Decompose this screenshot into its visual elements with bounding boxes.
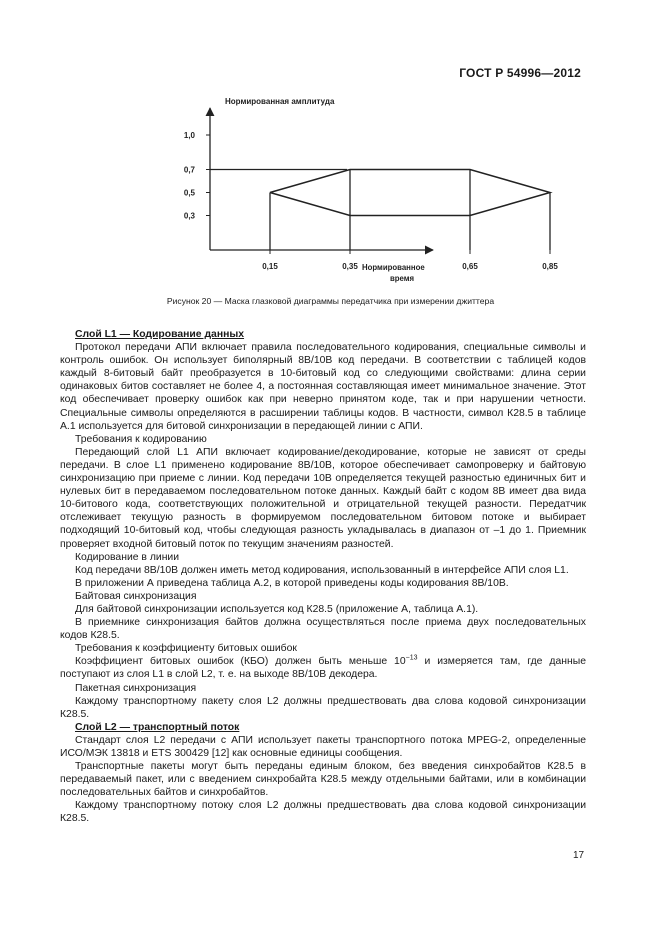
paragraph: В приложении А приведена таблица А.2, в которой приведены коды кодирования 8В/10В. — [75, 577, 509, 589]
x-axis-label-line1: Нормированное — [362, 263, 425, 272]
y-tick-label: 0,7 — [183, 165, 195, 175]
section-heading-l1: Слой L1 — Кодирование данных — [75, 329, 245, 340]
ber-text-a: Коэффициент битовых ошибок (КБО) должен быть меньше 10 — [75, 656, 406, 668]
document-header: ГОСТ Р 54996—2012 — [459, 66, 581, 80]
y-axis-label: Нормированная амплитуда — [225, 97, 335, 106]
subheading: Кодирование в линии — [75, 551, 180, 563]
eye-mask-polygon — [270, 170, 550, 216]
ber-text-b: и измеряется там, где данные поступают из слоя L1 в слой L2, т. е. на выходе 8В/10В декодера. — [60, 656, 586, 681]
paragraph: Код передачи 8В/10В должен иметь метод кодирования, использованный в интерфейсе АПИ слоя L1. — [75, 564, 569, 576]
page-number: 17 — [573, 850, 585, 861]
x-axis-label-line2: время — [390, 274, 415, 283]
y-tick-label: 1,0 — [183, 131, 195, 140]
paragraph: Передающий слой L1 АПИ включает кодирование/декодирование, которые не зависят от среды передачи. В слое L1 применено кодирование 8В/10В, которое обеспечивает самопроверку и байтовую синхронизацию при приеме с линии. Код передачи 10В определяется текущей разностью единичных бит и нулевых бит в передаваемом последовательном потоке данных. Каждый байт с кодом 8В имеет два вида 10-битового кода, соответствующих положительной и отрицательной текущей разности. Передатчик отслеживает текущую разность в формируемом последовательном битовом потоке и выбирает подходящий 10-битовый код, чтобы следующая разность укладывалась в диапазон от –1 до 1. Приемник проверяет входной битовый поток по текущим значениям разностей. — [60, 446, 586, 550]
x-tick-label: 0,35 — [342, 262, 358, 271]
paragraph: Стандарт слоя L2 передачи с АПИ использует пакеты транспортного потока MPEG-2, определенные ИСО/МЭК 13818 и ETS 300429 [12] как основные единицы сообщения. — [60, 734, 586, 759]
body-text — [60, 328, 586, 826]
subheading: Байтовая синхронизация — [75, 590, 197, 602]
subheading: Пакетная синхронизация — [75, 682, 197, 694]
paragraph-ber — [60, 655, 586, 681]
paragraph: В приемнике синхронизация байтов должна осуществляться после приема двух последовательных кодов К28.5. — [60, 617, 586, 642]
y-tick-label: 0,3 — [183, 211, 195, 221]
subheading: Требования к коэффициенту битовых ошибок — [75, 643, 297, 655]
subheading: Требования к кодированию — [75, 433, 207, 445]
x-tick-label: 0,15 — [262, 262, 278, 271]
paragraph: Каждому транспортному пакету слоя L2 должны предшествовать два слова кодовой синхронизации К28.5. — [60, 695, 586, 720]
section-heading-l2: Слой L2 — транспортный поток — [75, 721, 240, 733]
eye-mask-chart — [0, 0, 661, 300]
ber-exponent: −13 — [405, 654, 418, 662]
eye-mask-figure — [0, 0, 661, 300]
paragraph: Транспортные пакеты могут быть переданы единым блоком, без введения синхробайтов К28.5 в передаваемый пакет, или с введением синхробайта К28.5 между отдельными байтами, или в комбинации последовательных байтов и синхробайтов. — [60, 761, 586, 799]
x-tick-label: 0,65 — [462, 262, 478, 271]
y-tick-label: 0,5 — [183, 188, 195, 198]
figure-caption: Рисунок 20 — Маска глазковой диаграммы передатчика при измерении джиттера — [166, 296, 495, 306]
paragraph: Протокол передачи АПИ включает правила последовательного кодирования, специальные символы и контроль ошибок. Он использует биполярный 8В/10В код передачи. В соответствии с таблицей кодов каждый 8-битовый байт преобразуется в 10-битовый код со следующими свойствами: длина серии одинаковых битов составляет не более 4, а постоянная составляющая имеет минимальное значение. Этот код обеспечивает проверку ошибок как при неверно принятом коде, так и при нарушении четности. Специальные символы определяются в расширении таблицы кодов. В частности, символ К28.5 в таблице А.1 используется для битовой синхронизации в передающей линии с АПИ. — [60, 342, 586, 432]
paragraph: Каждому транспортному потоку слоя L2 должны предшествовать два слова кодовой синхронизации К28.5. — [60, 800, 586, 825]
x-tick-label: 0,85 — [542, 262, 558, 271]
paragraph: Для байтовой синхронизации используется код К28.5 (приложение А, таблица А.1). — [75, 603, 479, 615]
